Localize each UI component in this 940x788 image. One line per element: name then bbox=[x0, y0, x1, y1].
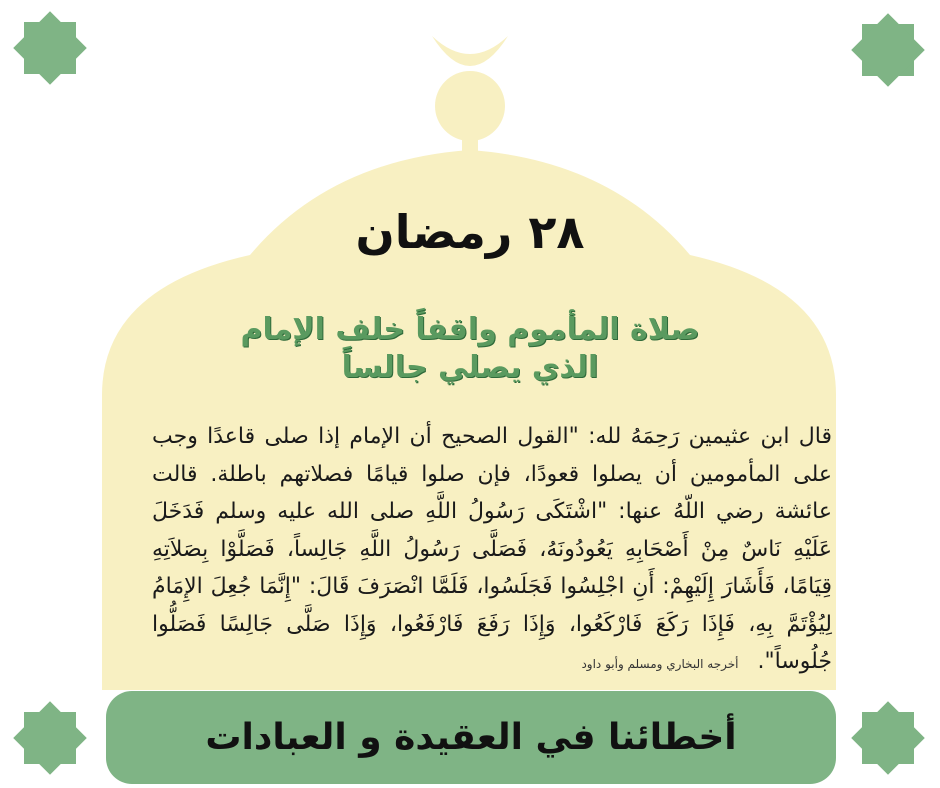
crescent-icon bbox=[432, 36, 508, 66]
finial-ball bbox=[435, 71, 505, 141]
series-banner-text: أخطائنا في العقيدة و العبادات bbox=[205, 717, 737, 758]
star-ornament-icon bbox=[13, 11, 87, 85]
star-ornament-icon bbox=[851, 701, 925, 775]
subtitle-line-2: الذي يصلي جالساً bbox=[341, 350, 599, 385]
source-note: أخرجه البخاري ومسلم وأبو داود bbox=[581, 657, 739, 671]
series-banner bbox=[106, 691, 836, 784]
hadith-body bbox=[152, 418, 832, 684]
day-title: ٢٨ رمضان bbox=[355, 205, 585, 259]
star-ornament-icon bbox=[13, 701, 87, 775]
subtitle-line-1: صلاة المأموم واقفاً خلف الإمام bbox=[240, 312, 700, 347]
star-ornament-icon bbox=[851, 13, 925, 87]
hadith-text: قال ابن عثيمين رَحِمَهُ لله: "القول الصحيح أن الإمام إذا صلى قاعدًا وجب على المأمومين أن يصلوا قعودًا، فإن صلوا قيامًا فصلاتهم باطلة. قالت عائشة رضي اللّهُ عنها: "اشْتَكَى رَسُولُ اللَّهِ صلى الله عليه وسلم فَدَخَلَ عَلَيْهِ نَاسٌ مِنْ أَصْحَابِهِ يَعُودُونَهُ، فَصَلَّى رَسُولُ اللَّهِ جَالِساً، فَصَلَّوْا بِصَلاَتِهِ قِيَامًا، فَأَشَارَ إِلَيْهِمْ: أَنِ اجْلِسُوا فَجَلَسُوا، فَلَمَّا انْصَرَفَ قَالَ: "إِنَّمَا جُعِلَ الإِمَامُ لِيُؤْتَمَّ بِهِ، فَإِذَا رَكَعَ فَارْكَعُوا، وَإِذَا رَفَعَ فَارْفَعُوا، وَإِذَا صَلَّى جَالِسًا فَصَلُّوا جُلُوساً". bbox=[152, 424, 832, 674]
